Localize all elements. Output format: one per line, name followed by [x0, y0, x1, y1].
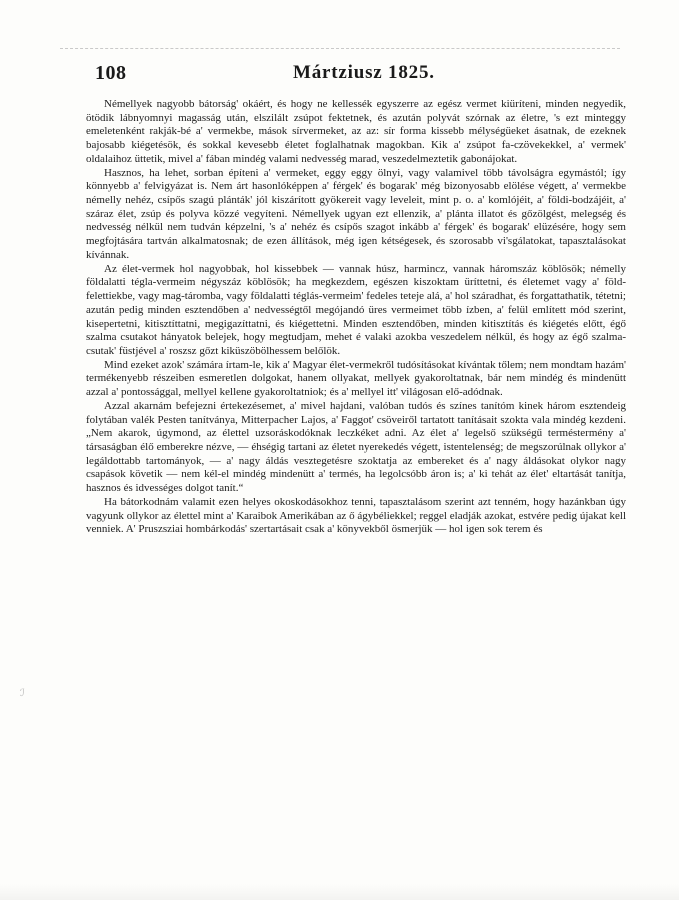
paragraph: Azzal akarnám befejezni értekezésemet, a' mivel hajdani, valóban tudós és színes tanítóm kinek három esztendeig folytában valék Pesten tanítványa, Mitterpacher Lajos, a' Faggot' csöveiről tartatott tanításait szokta vala mindég kezdeni. „Nem akarok, úgymond, az élettel uzsoráskodóknak leczkéket adni. Az élet a' legelső szükségű terméstermény a' társaságban élő emberekre nézve, — éhségig tartani az életet nyerekedés végett, istentelenség; de megszorúlnak ollykor a' legáldottabb tartományok, — a' nagy áldás vesztegetésre szoktatja az embereket és a' nagy áldásokat olykor nagy csapások követik — nem kél-el mindég mindenütt a' termés, ha legolcsóbb áron is; a' ki tehát az élet' eltartását tanítja, hasznos és idvességes dolgot tanít.“	[86, 399, 626, 495]
paragraph: Némellyek nagyobb bátorság' okáért, és hogy ne kellessék egyszerre az egész vermet kiüríteni, minden negyedik, ötödik lábnyomnyi magasság után, elszilált zsúpot fektetnek, és azután polyvát szórnak az életre, 's ezt minteggy emeletenként rakják-bé a' vermekbe, mások sírvermeket, az az: sír forma kissebb mélységüeket ásatnak, de ezeknek bajosabb kiégetésök, és sokkal kevesebb életet foglalhatnak magokban. Kik a' zsúpot fa-czövekekkel, a' vermek' oldalaihoz üttetik, mivel a' fában mindég valami nedvesség marad, veszedelmeztetik gabonájokat.	[86, 98, 626, 165]
page-bottom-edge	[0, 884, 679, 900]
paragraph: Ha bátorkodnám valamit ezen helyes okoskodásokhoz tenni, tapasztalásom szerint azt tenném, hogy hazánkban úgy vagyunk ollykor az élettel mint a' Karaibok Amerikában az ő ágybéliekkel; reggel eladják azokat, estvére pedig újakat kell venniek. A' Pruszsziai hombárkodás' szertartásait csak a' könyvekből ösmerjük — hol igen sok terem és	[86, 495, 626, 536]
paragraph: Az élet-vermek hol nagyobbak, hol kissebbek — vannak húsz, harmincz, vannak háromszáz köblösök; némelly földalatti tégla-vermeim négyszáz köblösök; ha megkezdem, egészen kiszoktam üríttetni, és életemet vagy a' föld-felettiekbe, vagy mag-tárombа, vagy földalatti téglás-vermeim' fedeles teteje alá, a' hol száradhat, és forgattathatik, tétetni; azután pedig minden esztendőben a' nedvességtől megójandó üres vermeimet több ízben, a' felül említett mód szerint, kisepertetni, kitisztíttatni, megigazíttatni, és kiégettetni. Minden esztendőben, minden kitisztítás és kiégetés előtt, égő szalma csutakot hányatok belejek, hogy megtudjam, mehet é valaki azokba veszedelem nélkül, és hogy az égő szalma-csutak' füstjével a' roszsz gőzt kiküszöbölhessem belőlök.	[86, 262, 626, 357]
paragraph: Mind ezeket azok' számára írtam-le, kik a' Magyar élet-vermekről tudósításokat kívántak tőlem; nem mondtam hazám' termékenyebb részeiben esmeretlen dolgokat, hanem ollyakat, mellyek gyakoroltatnak, bár nem mindég és mindenütt azzal a' pontossággal, mellyel kellene gyakoroltatniok; és a' mellyel itt' világosan elő-adódnak.	[86, 358, 626, 399]
running-head: Mártziusz 1825.	[293, 62, 435, 83]
paragraph: Hasznos, ha lehet, sorban építeni a' vermeket, eggy eggy ölnyi, vagy valamivel több távolságra egymástól; így könnyebb a' felvigyázat is. Nem árt hasonlóképpen a' férgek' és bogarak' még bizonyosabb elölése végett, a' vermekbe némelly nehéz, csípős szagú plánták' jól kiszárított gyökereit vagy leveleit, mint p. o. a' komlójéit, a' földi-bodzájéit, a' száraz élet, zsúp és polyva közzé vegyíteni. Némellyek ugyan ezt ellenzik, a' plánta illatot és gőzölgést, melegség és nedvesség nélkül nem tudván képzelni, 's a' nehéz és csípős szagot inkább a' férgek' és bogarak' elüzésére, hogy sem megfojtására tartván alkalmatosnak; de ezen állítások, még igen kétségesek, és szorosabb vi'sgálatokat, tapasztalásokat kívánnak.	[86, 166, 626, 261]
top-rule	[60, 48, 620, 49]
page-number: 108	[95, 62, 127, 84]
body-text	[86, 98, 626, 537]
margin-mark: ℐ	[20, 688, 25, 699]
page-header	[95, 62, 615, 88]
